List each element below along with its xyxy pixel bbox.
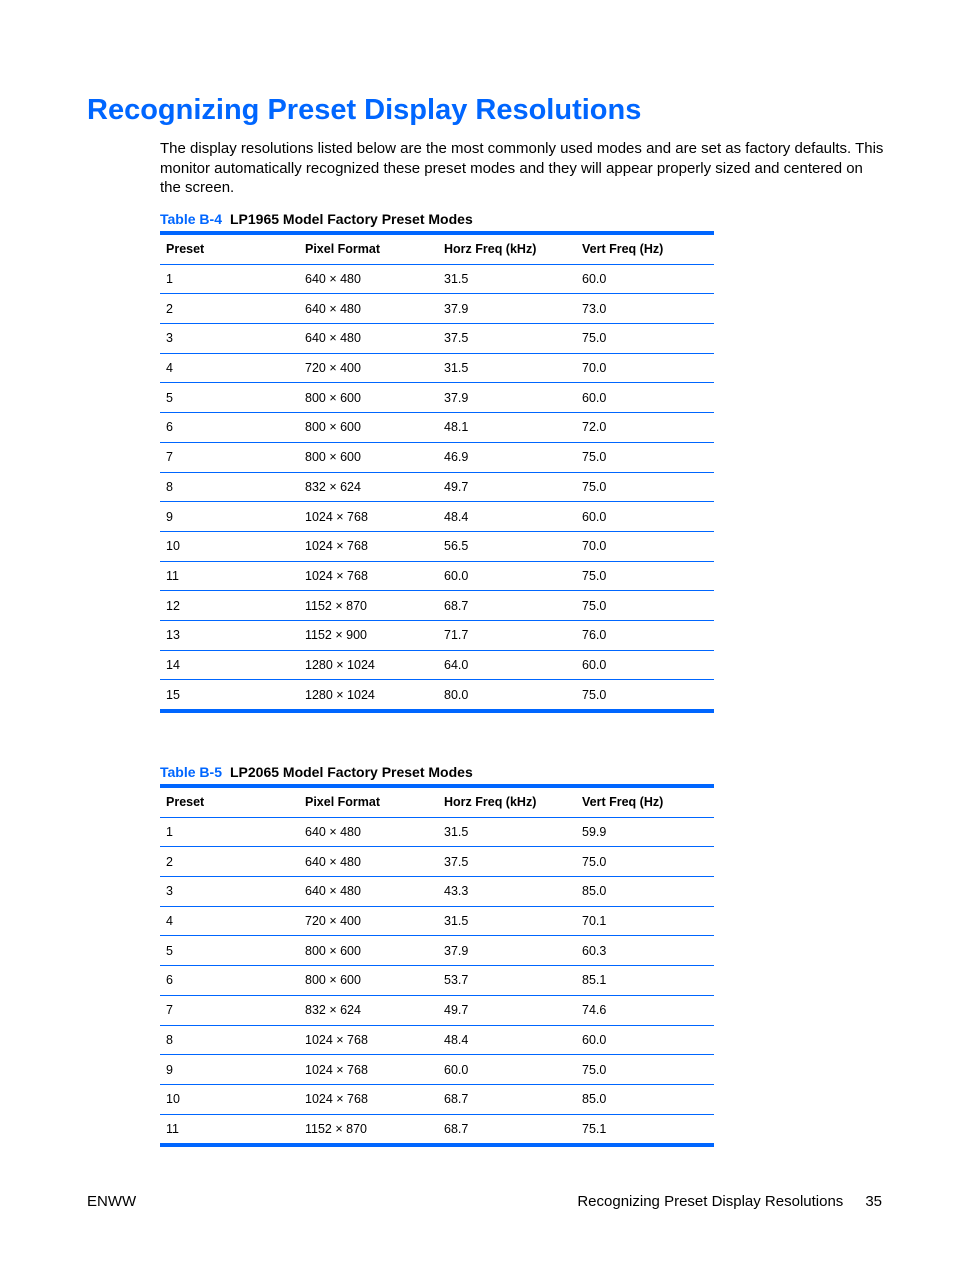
footer-right xyxy=(577,1193,882,1211)
cell-pixel-format: 1024 × 768 xyxy=(299,1084,438,1114)
cell-horz-freq: 80.0 xyxy=(444,687,469,702)
cell-vert-freq: 60.0 xyxy=(576,502,714,532)
cell-preset: 1 xyxy=(160,264,299,294)
cell-pixel-format: 832 × 624 xyxy=(299,472,438,502)
cell-horz-freq: 37.9 xyxy=(438,936,576,966)
footer-left-label: ENWW xyxy=(87,1193,137,1210)
table-row xyxy=(160,936,714,966)
cell-preset: 10 xyxy=(160,531,299,561)
table-row xyxy=(160,442,714,472)
cell-pixel-format: 1152 × 870 xyxy=(305,1121,367,1136)
cell-preset: 8 xyxy=(160,472,299,502)
cell-pixel-format: 1280 × 1024 xyxy=(305,687,375,702)
cell-horz-freq: 48.4 xyxy=(438,502,576,532)
preset-modes-table-lp2065 xyxy=(160,784,714,1147)
cell-vert-freq: 75.0 xyxy=(576,442,714,472)
header-horz-freq: Horz Freq (kHz) xyxy=(438,786,576,817)
table-row xyxy=(160,650,714,680)
cell-pixel-format: 832 × 624 xyxy=(299,995,438,1025)
cell-pixel-format: 1024 × 768 xyxy=(299,1025,438,1055)
table-caption xyxy=(160,211,714,228)
cell-preset: 3 xyxy=(160,877,299,907)
cell-horz-freq: 31.5 xyxy=(438,353,576,383)
cell-preset: 14 xyxy=(160,650,299,680)
cell-vert-freq: 70.0 xyxy=(576,531,714,561)
cell-horz-freq: 48.1 xyxy=(438,413,576,443)
page-title: Recognizing Preset Display Resolutions xyxy=(87,94,642,126)
cell-vert-freq: 75.1 xyxy=(582,1121,607,1136)
table-row xyxy=(160,877,714,907)
cell-preset: 3 xyxy=(160,324,299,354)
cell-preset: 6 xyxy=(160,966,299,996)
table-title: LP1965 Model Factory Preset Modes xyxy=(229,211,473,227)
table-b5-block xyxy=(160,764,714,1147)
cell-preset: 2 xyxy=(160,847,299,877)
cell-horz-freq: 60.0 xyxy=(438,561,576,591)
cell-vert-freq: 74.6 xyxy=(576,995,714,1025)
header-preset: Preset xyxy=(160,233,299,264)
cell-vert-freq: 85.1 xyxy=(576,966,714,996)
cell-vert-freq: 60.0 xyxy=(576,264,714,294)
header-horz-freq: Horz Freq (kHz) xyxy=(438,233,576,264)
header-preset: Preset xyxy=(160,786,299,817)
table-row xyxy=(160,906,714,936)
table-row xyxy=(160,995,714,1025)
table-row xyxy=(160,531,714,561)
table-row xyxy=(160,817,714,847)
cell-pixel-format: 1024 × 768 xyxy=(299,561,438,591)
cell-preset: 7 xyxy=(160,442,299,472)
table-row xyxy=(160,1055,714,1085)
cell-horz-freq: 37.5 xyxy=(438,847,576,877)
cell-horz-freq: 31.5 xyxy=(438,264,576,294)
cell-preset: 1 xyxy=(160,817,299,847)
table-row xyxy=(160,294,714,324)
cell-preset: 7 xyxy=(160,995,299,1025)
cell-pixel-format: 800 × 600 xyxy=(299,383,438,413)
cell-horz-freq: 68.7 xyxy=(444,1121,469,1136)
intro-paragraph: The display resolutions listed below are the most commonly used modes and are set as factory defaults. This monitor automatically recognized these preset modes and they will appear properly sized and centered on the screen. xyxy=(160,140,884,196)
cell-vert-freq: 60.0 xyxy=(576,383,714,413)
cell-preset: 9 xyxy=(160,502,299,532)
table-row xyxy=(160,847,714,877)
table-row xyxy=(160,324,714,354)
table-number: Table B-4 xyxy=(160,211,222,227)
table-body xyxy=(160,817,714,1145)
cell-vert-freq: 60.0 xyxy=(576,650,714,680)
cell-horz-freq: 49.7 xyxy=(438,472,576,502)
cell-preset: 11 xyxy=(166,1121,179,1136)
cell-pixel-format: 640 × 480 xyxy=(299,817,438,847)
footer-section-title: Recognizing Preset Display Resolutions xyxy=(577,1193,844,1210)
cell-pixel-format: 640 × 480 xyxy=(299,324,438,354)
cell-vert-freq: 70.0 xyxy=(576,353,714,383)
cell-preset: 11 xyxy=(160,561,299,591)
cell-preset: 4 xyxy=(160,906,299,936)
table-row xyxy=(160,1114,714,1145)
table-header-row xyxy=(160,233,714,264)
cell-pixel-format: 640 × 480 xyxy=(299,847,438,877)
table-row xyxy=(160,680,714,711)
cell-horz-freq: 68.7 xyxy=(438,1084,576,1114)
cell-pixel-format: 640 × 480 xyxy=(299,294,438,324)
cell-vert-freq: 75.0 xyxy=(576,561,714,591)
cell-horz-freq: 48.4 xyxy=(438,1025,576,1055)
cell-preset: 15 xyxy=(166,687,180,702)
cell-horz-freq: 31.5 xyxy=(438,906,576,936)
cell-pixel-format: 640 × 480 xyxy=(299,877,438,907)
cell-pixel-format: 720 × 400 xyxy=(299,906,438,936)
cell-preset: 2 xyxy=(160,294,299,324)
table-row xyxy=(160,264,714,294)
cell-vert-freq: 73.0 xyxy=(576,294,714,324)
cell-preset: 9 xyxy=(160,1055,299,1085)
cell-preset: 6 xyxy=(160,413,299,443)
table-body xyxy=(160,264,714,711)
cell-horz-freq: 31.5 xyxy=(438,817,576,847)
cell-horz-freq: 53.7 xyxy=(438,966,576,996)
cell-preset: 8 xyxy=(160,1025,299,1055)
table-row xyxy=(160,1084,714,1114)
table-row xyxy=(160,413,714,443)
cell-vert-freq: 60.0 xyxy=(576,1025,714,1055)
cell-horz-freq: 71.7 xyxy=(438,620,576,650)
table-number: Table B-5 xyxy=(160,764,222,780)
cell-vert-freq: 75.0 xyxy=(582,687,607,702)
cell-pixel-format: 1152 × 870 xyxy=(299,591,438,621)
cell-horz-freq: 46.9 xyxy=(438,442,576,472)
table-row xyxy=(160,383,714,413)
cell-horz-freq: 49.7 xyxy=(438,995,576,1025)
table-row xyxy=(160,472,714,502)
cell-horz-freq: 56.5 xyxy=(438,531,576,561)
cell-vert-freq: 75.0 xyxy=(576,1055,714,1085)
table-caption xyxy=(160,764,714,781)
header-pixel-format: Pixel Format xyxy=(299,233,438,264)
cell-vert-freq: 59.9 xyxy=(576,817,714,847)
cell-vert-freq: 85.0 xyxy=(576,877,714,907)
cell-vert-freq: 70.1 xyxy=(576,906,714,936)
table-row xyxy=(160,502,714,532)
cell-pixel-format: 720 × 400 xyxy=(299,353,438,383)
cell-preset: 10 xyxy=(160,1084,299,1114)
table-row xyxy=(160,591,714,621)
cell-vert-freq: 75.0 xyxy=(576,472,714,502)
header-vert-freq: Vert Freq (Hz) xyxy=(576,786,714,817)
header-vert-freq: Vert Freq (Hz) xyxy=(576,233,714,264)
cell-horz-freq: 37.9 xyxy=(438,294,576,324)
cell-pixel-format: 1024 × 768 xyxy=(299,1055,438,1085)
table-row xyxy=(160,966,714,996)
preset-modes-table-lp1965 xyxy=(160,231,714,713)
cell-pixel-format: 800 × 600 xyxy=(299,936,438,966)
table-title: LP2065 Model Factory Preset Modes xyxy=(229,764,473,780)
cell-preset: 12 xyxy=(160,591,299,621)
cell-vert-freq: 75.0 xyxy=(576,324,714,354)
cell-vert-freq: 60.3 xyxy=(576,936,714,966)
table-row xyxy=(160,1025,714,1055)
cell-vert-freq: 75.0 xyxy=(576,847,714,877)
cell-pixel-format: 1024 × 768 xyxy=(299,502,438,532)
table-row xyxy=(160,561,714,591)
cell-pixel-format: 1152 × 900 xyxy=(299,620,438,650)
table-header-row xyxy=(160,786,714,817)
cell-preset: 13 xyxy=(160,620,299,650)
cell-horz-freq: 68.7 xyxy=(438,591,576,621)
cell-pixel-format: 800 × 600 xyxy=(299,966,438,996)
cell-horz-freq: 37.9 xyxy=(438,383,576,413)
header-pixel-format: Pixel Format xyxy=(299,786,438,817)
table-b4-block xyxy=(160,211,714,713)
cell-preset: 5 xyxy=(160,936,299,966)
cell-vert-freq: 76.0 xyxy=(576,620,714,650)
cell-horz-freq: 64.0 xyxy=(438,650,576,680)
cell-pixel-format: 800 × 600 xyxy=(299,413,438,443)
cell-horz-freq: 43.3 xyxy=(438,877,576,907)
cell-horz-freq: 37.5 xyxy=(438,324,576,354)
cell-vert-freq: 72.0 xyxy=(576,413,714,443)
cell-pixel-format: 1280 × 1024 xyxy=(299,650,438,680)
cell-preset: 4 xyxy=(160,353,299,383)
page-number: 35 xyxy=(865,1193,882,1210)
cell-vert-freq: 75.0 xyxy=(576,591,714,621)
cell-horz-freq: 60.0 xyxy=(438,1055,576,1085)
cell-preset: 5 xyxy=(160,383,299,413)
cell-pixel-format: 800 × 600 xyxy=(299,442,438,472)
cell-pixel-format: 1024 × 768 xyxy=(299,531,438,561)
table-row xyxy=(160,353,714,383)
cell-pixel-format: 640 × 480 xyxy=(299,264,438,294)
cell-vert-freq: 85.0 xyxy=(576,1084,714,1114)
table-row xyxy=(160,620,714,650)
